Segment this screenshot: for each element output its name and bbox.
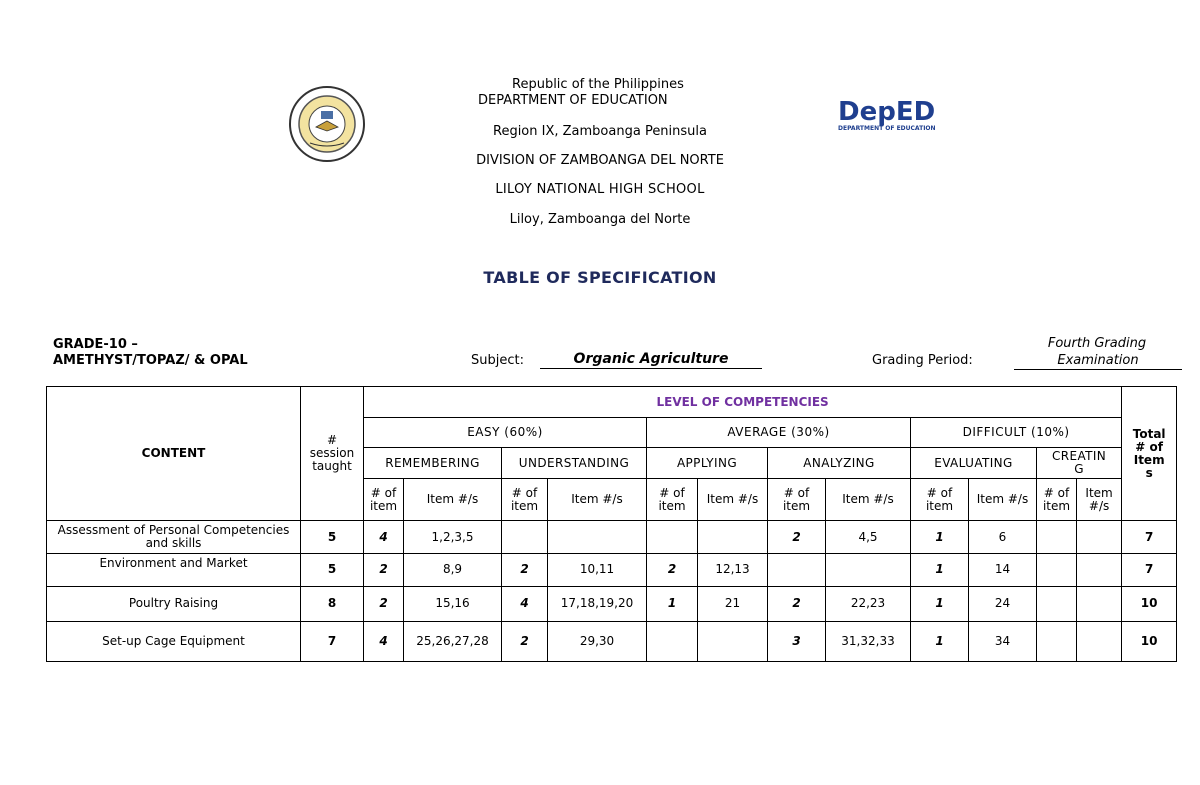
total-header-line-2: # of	[1135, 439, 1163, 454]
item-nos-line-1: Item	[1085, 485, 1113, 500]
level-creating-line-1: CREATIN	[1051, 449, 1107, 464]
group-easy: EASY (60%)	[364, 418, 647, 448]
row-content-line-1: Poultry Raising	[128, 596, 219, 611]
header-school: LILOY NATIONAL HIGH SCHOOL	[495, 182, 705, 197]
row-applying-count: 2	[647, 553, 698, 586]
level-evaluating: EVALUATING	[911, 448, 1037, 479]
total-header-line-4: s	[1145, 465, 1153, 480]
row-creating-items	[1077, 586, 1122, 621]
level-creating	[1037, 448, 1122, 479]
num-of-line-1: # of	[659, 485, 685, 500]
level-analyzing: ANALYZING	[768, 448, 911, 479]
row-total: 7	[1122, 521, 1177, 553]
item-nos-header: Item #/s	[404, 479, 502, 521]
num-of-line-2: item	[658, 498, 686, 513]
specification-table	[46, 386, 1177, 662]
row-remembering-items: 1,2,3,5	[404, 521, 502, 553]
row-applying-count: 1	[647, 586, 698, 621]
row-understanding-items: 29,30	[548, 621, 647, 661]
num-of-line-2: item	[782, 498, 811, 513]
level-creating-line-2: G	[1074, 462, 1084, 477]
group-difficult: DIFFICULT (10%)	[911, 418, 1122, 448]
row-understanding-count: 4	[502, 586, 548, 621]
deped-logo-subtext: DEPARTMENT OF EDUCATION	[838, 125, 936, 132]
grade-line-2: AMETHYST/TOPAZ/ & OPAL	[53, 353, 248, 368]
row-content	[47, 586, 301, 621]
num-of-line-1: # of	[926, 485, 953, 500]
row-total: 10	[1122, 586, 1177, 621]
num-of-line-2: item	[1042, 498, 1071, 513]
level-understanding: UNDERSTANDING	[502, 448, 647, 479]
row-creating-items	[1077, 621, 1122, 661]
sessions-header-line-3: taught	[312, 459, 352, 474]
row-content	[47, 521, 301, 553]
header-address: Liloy, Zamboanga del Norte	[509, 212, 691, 227]
num-items-header	[911, 479, 969, 521]
grade-line-1: GRADE-10 –	[53, 337, 138, 352]
row-content-line-2: and skills	[145, 536, 202, 551]
row-content-line-1: Environment and Market	[99, 555, 248, 570]
num-of-line-1: # of	[511, 485, 538, 500]
page-title: TABLE OF SPECIFICATION	[483, 268, 717, 287]
group-average: AVERAGE (30%)	[647, 418, 911, 448]
row-total: 10	[1122, 621, 1177, 661]
row-remembering-items: 25,26,27,28	[404, 621, 502, 661]
row-analyzing-items	[826, 553, 911, 586]
item-nos-header	[1077, 479, 1122, 521]
row-applying-items: 12,13	[698, 553, 768, 586]
row-creating-count	[1037, 553, 1077, 586]
total-header-line-1: Total	[1132, 426, 1166, 441]
row-total: 7	[1122, 553, 1177, 586]
sessions-header-line-1: #	[326, 433, 338, 448]
header-deped: DEPARTMENT OF EDUCATION	[478, 93, 668, 108]
total-header-line-3: Item	[1133, 452, 1165, 467]
row-applying-items	[698, 621, 768, 661]
row-creating-count	[1037, 521, 1077, 553]
item-nos-header: Item #/s	[969, 479, 1037, 521]
row-analyzing-count: 2	[768, 586, 826, 621]
content-header: CONTENT	[47, 387, 301, 521]
num-items-header	[647, 479, 698, 521]
row-evaluating-count: 1	[911, 521, 969, 553]
num-items-header	[768, 479, 826, 521]
row-applying-count	[647, 521, 698, 553]
row-applying-items	[698, 521, 768, 553]
row-understanding-items: 17,18,19,20	[548, 586, 647, 621]
row-understanding-count: 2	[502, 621, 548, 661]
row-remembering-items: 15,16	[404, 586, 502, 621]
row-analyzing-count: 2	[768, 521, 826, 553]
row-content-line-1: Assessment of Personal Competencies	[57, 523, 290, 538]
sessions-header	[301, 387, 364, 521]
row-content-line-1: Set-up Cage Equipment	[102, 633, 245, 648]
item-nos-header: Item #/s	[826, 479, 911, 521]
row-sessions: 8	[301, 586, 364, 621]
row-creating-count	[1037, 621, 1077, 661]
grading-period-value-2: Examination	[1014, 353, 1182, 370]
row-evaluating-count: 1	[911, 621, 969, 661]
num-of-line-1: # of	[370, 485, 397, 500]
item-nos-line-2: #/s	[1088, 498, 1110, 513]
row-analyzing-count	[768, 553, 826, 586]
level-applying: APPLYING	[647, 448, 768, 479]
level-remembering: REMEMBERING	[364, 448, 502, 479]
num-items-header	[502, 479, 548, 521]
row-creating-items	[1077, 521, 1122, 553]
row-sessions: 5	[301, 521, 364, 553]
row-evaluating-count: 1	[911, 553, 969, 586]
row-remembering-count: 2	[364, 553, 404, 586]
row-remembering-count: 4	[364, 521, 404, 553]
total-items-header	[1122, 387, 1177, 521]
row-content	[47, 621, 301, 661]
row-evaluating-items: 6	[969, 521, 1037, 553]
row-evaluating-items: 24	[969, 586, 1037, 621]
num-of-line-2: item	[510, 498, 539, 513]
header-region: Region IX, Zamboanga Peninsula	[493, 124, 707, 139]
item-nos-header: Item #/s	[548, 479, 647, 521]
table-row	[47, 521, 1177, 553]
row-understanding-items: 10,11	[548, 553, 647, 586]
num-of-line-1: # of	[783, 485, 810, 500]
row-understanding-count: 2	[502, 553, 548, 586]
row-analyzing-count: 3	[768, 621, 826, 661]
deped-logo-wordmark: DepED	[838, 97, 936, 127]
row-sessions: 5	[301, 553, 364, 586]
row-applying-items: 21	[698, 586, 768, 621]
grading-period-value-1: Fourth Grading	[1047, 336, 1147, 351]
row-evaluating-items: 14	[969, 553, 1037, 586]
sessions-header-line-2: session	[309, 446, 355, 461]
row-creating-items	[1077, 553, 1122, 586]
row-remembering-count: 4	[364, 621, 404, 661]
table-header-row-1	[47, 387, 1177, 418]
num-of-line-2: item	[369, 498, 398, 513]
table-row	[47, 586, 1177, 621]
row-remembering-items: 8,9	[404, 553, 502, 586]
table-row	[47, 621, 1177, 661]
row-remembering-count: 2	[364, 586, 404, 621]
level-of-competencies-header: LEVEL OF COMPETENCIES	[364, 387, 1122, 418]
row-analyzing-items: 22,23	[826, 586, 911, 621]
row-applying-count	[647, 621, 698, 661]
table-row	[47, 553, 1177, 586]
subject-label: Subject:	[471, 353, 524, 368]
grading-period-label: Grading Period:	[872, 353, 973, 368]
row-evaluating-items: 34	[969, 621, 1037, 661]
num-items-header	[364, 479, 404, 521]
row-understanding-count	[502, 521, 548, 553]
row-sessions: 7	[301, 621, 364, 661]
num-of-line-2: item	[925, 498, 954, 513]
row-creating-count	[1037, 586, 1077, 621]
row-understanding-items	[548, 521, 647, 553]
row-analyzing-items: 31,32,33	[826, 621, 911, 661]
subject-value: Organic Agriculture	[540, 351, 762, 369]
row-content	[47, 553, 301, 586]
num-of-line-1: # of	[1043, 485, 1070, 500]
header-division: DIVISION OF ZAMBOANGA DEL NORTE	[476, 153, 724, 168]
num-items-header	[1037, 479, 1077, 521]
row-evaluating-count: 1	[911, 586, 969, 621]
header-republic: Republic of the Philippines	[512, 77, 684, 92]
row-analyzing-items: 4,5	[826, 521, 911, 553]
item-nos-header: Item #/s	[698, 479, 768, 521]
